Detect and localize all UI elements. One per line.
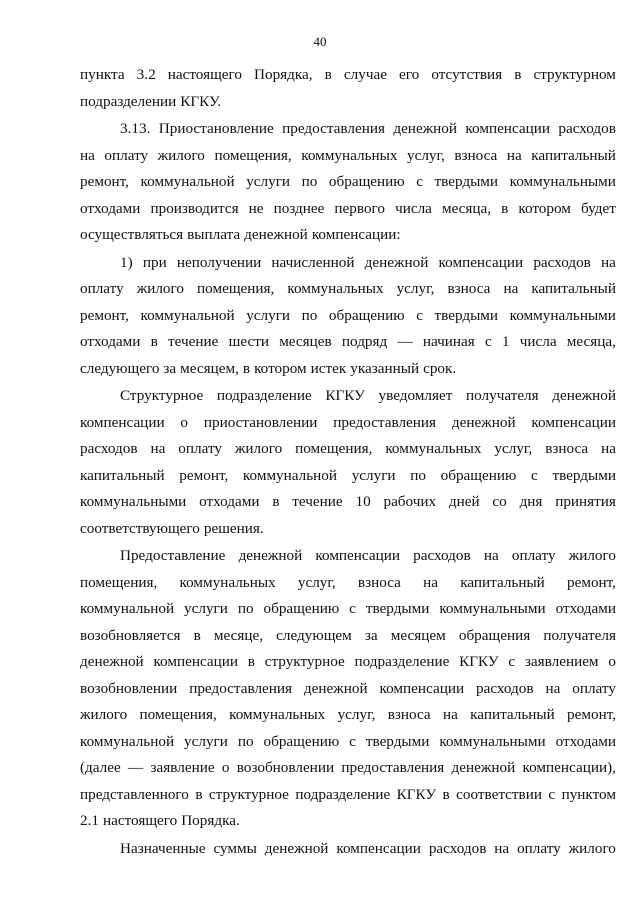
word: случае bbox=[343, 66, 387, 83]
word: на bbox=[494, 839, 510, 857]
text-line bbox=[80, 89, 616, 116]
text-line bbox=[80, 836, 616, 863]
word: ремонт, bbox=[567, 573, 616, 591]
paragraph bbox=[80, 250, 616, 383]
word: производится bbox=[150, 199, 239, 217]
word: помещения, bbox=[295, 440, 373, 457]
word: 1 bbox=[501, 333, 510, 350]
word: отходами bbox=[80, 333, 141, 350]
word: расходов bbox=[428, 839, 487, 857]
word: по bbox=[237, 600, 254, 617]
word: помещения, bbox=[80, 573, 158, 591]
text-line bbox=[80, 729, 616, 756]
text-line bbox=[80, 755, 616, 782]
word: пунктом bbox=[561, 785, 616, 803]
page-number: 40 bbox=[313, 34, 327, 49]
word: на bbox=[506, 146, 522, 164]
word: суммы bbox=[213, 839, 257, 857]
word: в bbox=[501, 199, 509, 217]
word: уведомляет bbox=[378, 387, 453, 404]
word: услуг, bbox=[297, 573, 336, 591]
document-body bbox=[80, 62, 616, 863]
word: отходами bbox=[80, 199, 141, 217]
word: расходов bbox=[80, 440, 138, 457]
word: приостановлении bbox=[203, 413, 318, 431]
word: помещения, bbox=[139, 706, 217, 723]
word: капитальный bbox=[80, 466, 165, 484]
paragraph bbox=[80, 62, 616, 115]
word: подразделение bbox=[216, 387, 312, 404]
word: коммунальными bbox=[439, 732, 546, 750]
word: месяца, bbox=[566, 333, 616, 350]
word: о bbox=[608, 653, 616, 670]
word: денежной bbox=[264, 839, 329, 857]
word: Назначенные bbox=[120, 839, 206, 857]
word: на bbox=[601, 440, 616, 457]
word: представленного bbox=[80, 785, 189, 803]
word: принятия bbox=[555, 493, 616, 510]
word: с bbox=[484, 333, 492, 350]
text-line bbox=[80, 570, 616, 597]
word: оплату bbox=[511, 547, 556, 564]
word: подразделение bbox=[354, 653, 450, 670]
word: взноса bbox=[357, 573, 401, 591]
word: твердыми bbox=[365, 600, 430, 617]
text-line bbox=[80, 196, 616, 223]
text-line bbox=[80, 276, 616, 303]
word: месяцем, bbox=[180, 359, 239, 377]
word: котором bbox=[518, 199, 571, 217]
word: — bbox=[397, 333, 413, 350]
word: месяцем bbox=[390, 626, 446, 644]
text-line bbox=[80, 410, 616, 437]
word: коммунальными bbox=[509, 173, 616, 190]
word: в bbox=[150, 333, 158, 350]
word: ремонт, bbox=[80, 173, 129, 190]
word: в bbox=[247, 653, 255, 670]
word: денежной bbox=[451, 413, 516, 431]
word: отходами bbox=[555, 600, 616, 617]
word: взноса bbox=[447, 280, 491, 297]
word: КГКУ. bbox=[180, 92, 222, 110]
word: КГКУ bbox=[459, 653, 499, 670]
word: оплату bbox=[178, 440, 222, 457]
word: на bbox=[80, 146, 95, 164]
word: в bbox=[193, 626, 201, 644]
word: денежной bbox=[303, 679, 368, 697]
text-line bbox=[80, 436, 616, 463]
word: обращению bbox=[440, 466, 517, 484]
word: осуществляться bbox=[80, 226, 184, 243]
word: соответствии bbox=[456, 785, 542, 803]
text-line bbox=[80, 329, 616, 356]
word: Приостановление bbox=[158, 120, 274, 137]
word: компенсации bbox=[379, 679, 465, 697]
word: компенсации bbox=[531, 413, 616, 431]
word: Порядка. bbox=[181, 812, 240, 829]
word: пункта bbox=[80, 66, 125, 83]
word: на bbox=[601, 253, 616, 271]
word: ремонт, bbox=[179, 466, 229, 484]
word: возобновлении bbox=[80, 679, 178, 697]
word: в bbox=[442, 785, 450, 803]
word: истек bbox=[310, 359, 347, 377]
word: жилого bbox=[568, 547, 616, 564]
word: 1) bbox=[120, 253, 133, 271]
word: услуг, bbox=[406, 146, 445, 164]
word: 2.1 bbox=[80, 812, 99, 829]
word: твердыми bbox=[365, 732, 430, 750]
word: 3.13. bbox=[120, 120, 151, 137]
word: твердыми bbox=[434, 173, 499, 190]
paragraph bbox=[80, 543, 616, 835]
word: подразделении bbox=[80, 92, 177, 110]
word: помещения, bbox=[197, 280, 275, 297]
word: обращению bbox=[328, 306, 405, 324]
word: указанный bbox=[350, 359, 420, 377]
word: начисленной bbox=[271, 253, 355, 271]
word: о bbox=[221, 759, 230, 776]
word: структурном bbox=[533, 66, 616, 83]
word: котором bbox=[254, 359, 307, 377]
text-line bbox=[80, 808, 616, 835]
word: денежной bbox=[364, 253, 429, 271]
word: будет bbox=[580, 199, 616, 217]
word: Порядка, bbox=[254, 66, 313, 83]
text-line bbox=[80, 143, 616, 170]
word: выплата bbox=[187, 226, 241, 243]
text-line bbox=[80, 62, 616, 89]
word: в bbox=[324, 66, 332, 83]
word: на bbox=[545, 679, 561, 697]
paragraph bbox=[80, 116, 616, 249]
word: следующем bbox=[276, 626, 352, 644]
word: течение bbox=[168, 333, 219, 350]
word: в bbox=[514, 66, 522, 83]
word: предоставления bbox=[341, 759, 445, 776]
word: взноса bbox=[545, 440, 589, 457]
word: на bbox=[503, 280, 519, 297]
word: коммунальными bbox=[509, 306, 616, 324]
word: месяцев bbox=[279, 333, 332, 350]
word: капитальный bbox=[531, 146, 616, 164]
word: КГКУ bbox=[325, 387, 365, 404]
word: компенсации bbox=[336, 839, 421, 857]
word: получателя bbox=[543, 626, 616, 644]
word: на bbox=[442, 706, 458, 723]
word: за bbox=[163, 359, 177, 377]
word: КГКУ bbox=[396, 785, 437, 803]
text-line bbox=[80, 169, 616, 196]
word: коммунальной bbox=[80, 600, 175, 617]
word: в bbox=[242, 359, 251, 377]
word: компенсации bbox=[153, 653, 239, 670]
text-line bbox=[80, 516, 616, 543]
word: компенсации), bbox=[522, 759, 616, 776]
word: соответствующего bbox=[80, 519, 200, 537]
word: компенсации: bbox=[311, 226, 401, 243]
text-line bbox=[80, 782, 616, 809]
word: при bbox=[142, 253, 167, 271]
word: с bbox=[531, 466, 538, 484]
word: возобновляется bbox=[80, 626, 181, 644]
word: шести bbox=[228, 333, 269, 350]
text-line bbox=[80, 623, 616, 650]
word: компенсации bbox=[80, 413, 165, 431]
word: расходов bbox=[413, 547, 471, 564]
word: капитальный bbox=[470, 706, 555, 723]
text-line bbox=[80, 676, 616, 703]
word: денежной bbox=[238, 547, 303, 564]
word: предоставления bbox=[189, 679, 293, 697]
word: месяце, bbox=[213, 626, 264, 644]
word: расходов bbox=[533, 253, 591, 271]
word: на bbox=[483, 547, 499, 564]
word: компенсации bbox=[465, 120, 550, 137]
word: коммунальной bbox=[80, 732, 175, 750]
word: неполучении bbox=[176, 253, 262, 271]
word: структурное bbox=[208, 785, 289, 803]
word: структурное bbox=[264, 653, 345, 670]
word: на bbox=[150, 440, 166, 457]
word: с bbox=[349, 600, 356, 617]
word: по bbox=[301, 306, 318, 324]
word: срок. bbox=[423, 359, 457, 377]
word: подразделение bbox=[295, 785, 391, 803]
word: оплату bbox=[572, 679, 616, 697]
word: ремонт, bbox=[80, 306, 129, 324]
text-line bbox=[80, 222, 616, 249]
word: течение bbox=[292, 493, 343, 510]
text-line bbox=[80, 250, 616, 277]
word: коммунальных bbox=[385, 440, 482, 457]
word: отходами bbox=[199, 493, 260, 510]
text-line bbox=[80, 356, 616, 383]
text-line bbox=[80, 463, 616, 490]
word: настоящего bbox=[102, 812, 178, 829]
word: в bbox=[272, 493, 280, 510]
word: коммунальных bbox=[179, 573, 276, 591]
word: по bbox=[237, 732, 254, 750]
word: предоставления bbox=[333, 413, 437, 431]
word: заявлением bbox=[524, 653, 599, 670]
word: взноса bbox=[387, 706, 431, 723]
word: начиная bbox=[422, 333, 475, 350]
word: дня bbox=[519, 493, 543, 510]
word: коммунальной bbox=[242, 466, 338, 484]
word: решения. bbox=[203, 519, 264, 537]
word: числа bbox=[519, 333, 557, 350]
word: капитальный bbox=[531, 280, 616, 297]
word: с bbox=[416, 306, 423, 324]
word: с bbox=[508, 653, 516, 670]
word: позднее bbox=[273, 199, 325, 217]
word: расходов bbox=[558, 120, 616, 137]
word: услуг, bbox=[337, 706, 376, 723]
word: услуги bbox=[246, 306, 291, 324]
word: жилого bbox=[136, 280, 184, 297]
word: коммунальной bbox=[140, 173, 235, 190]
text-line bbox=[80, 489, 616, 516]
word: получателя bbox=[466, 387, 539, 404]
word: по bbox=[410, 466, 426, 484]
word: оплату bbox=[80, 280, 124, 297]
word: Предоставление bbox=[120, 547, 226, 564]
word: компенсации bbox=[315, 547, 400, 564]
word: компенсации bbox=[438, 253, 524, 271]
word: помещения, bbox=[214, 146, 292, 164]
text-line bbox=[80, 303, 616, 330]
word: твердыми bbox=[434, 306, 499, 324]
word: за bbox=[364, 626, 378, 644]
word: денежной bbox=[552, 387, 616, 404]
word: жилого bbox=[234, 440, 283, 457]
word: денежной bbox=[80, 653, 144, 670]
word: услуги bbox=[184, 600, 228, 617]
word: — bbox=[128, 759, 144, 776]
word: отходами bbox=[555, 732, 616, 750]
word: коммунальными bbox=[80, 493, 187, 510]
word: обращению bbox=[263, 732, 340, 750]
word: со bbox=[492, 493, 507, 510]
text-line bbox=[80, 116, 616, 143]
word: с bbox=[416, 173, 423, 190]
word: предоставления bbox=[282, 120, 385, 137]
word: услуги bbox=[246, 173, 291, 190]
word: обращению bbox=[328, 173, 405, 190]
word: о bbox=[180, 413, 189, 431]
word: коммунальных bbox=[287, 280, 384, 297]
word: на bbox=[423, 573, 438, 591]
paragraph bbox=[80, 836, 616, 863]
word: рабочих bbox=[383, 493, 437, 510]
word: Структурное bbox=[120, 387, 204, 404]
word: твердыми bbox=[552, 466, 616, 484]
word: 10 bbox=[355, 493, 371, 510]
word: капитальный bbox=[460, 573, 545, 591]
text-line bbox=[80, 702, 616, 729]
word: с bbox=[349, 732, 356, 750]
word: его bbox=[399, 66, 420, 83]
text-line bbox=[80, 383, 616, 410]
word: услуг, bbox=[494, 440, 533, 457]
word: услуги bbox=[351, 466, 396, 484]
word: настоящего bbox=[167, 66, 242, 83]
word: заявление bbox=[150, 759, 215, 776]
word: с bbox=[548, 785, 556, 803]
word: жилого bbox=[568, 839, 616, 857]
word: (далее bbox=[80, 759, 121, 776]
word: коммунальных bbox=[301, 146, 398, 164]
word: оплату bbox=[517, 839, 561, 857]
word: отсутствия bbox=[431, 66, 503, 83]
word: числа bbox=[395, 199, 432, 217]
word: подряд bbox=[341, 333, 388, 350]
word: коммунальной bbox=[140, 306, 235, 324]
text-line bbox=[80, 649, 616, 676]
word: возобновлении bbox=[236, 759, 335, 776]
text-line bbox=[80, 543, 616, 570]
word: расходов bbox=[476, 679, 534, 697]
word: по bbox=[301, 173, 318, 190]
word: ремонт, bbox=[567, 706, 616, 723]
word: следующего bbox=[80, 359, 160, 377]
word: дней bbox=[448, 493, 480, 510]
word: не bbox=[248, 199, 264, 217]
word: оплату bbox=[104, 146, 149, 164]
word: 3.2 bbox=[136, 66, 156, 83]
word: обращения bbox=[458, 626, 531, 644]
word: в bbox=[195, 785, 203, 803]
paragraph bbox=[80, 383, 616, 542]
word: денежной bbox=[244, 226, 308, 243]
text-line bbox=[80, 596, 616, 623]
word: коммунальных bbox=[229, 706, 326, 723]
word: месяца, bbox=[441, 199, 492, 217]
word: жилого bbox=[157, 146, 205, 164]
word: жилого bbox=[80, 706, 128, 723]
word: денежной bbox=[451, 759, 516, 776]
word: обращению bbox=[263, 600, 340, 617]
word: взноса bbox=[454, 146, 498, 164]
word: первого bbox=[334, 199, 385, 217]
word: услуги bbox=[184, 732, 228, 750]
word: коммунальными bbox=[439, 600, 546, 617]
word: услуг, bbox=[396, 280, 435, 297]
word: денежной bbox=[393, 120, 458, 137]
